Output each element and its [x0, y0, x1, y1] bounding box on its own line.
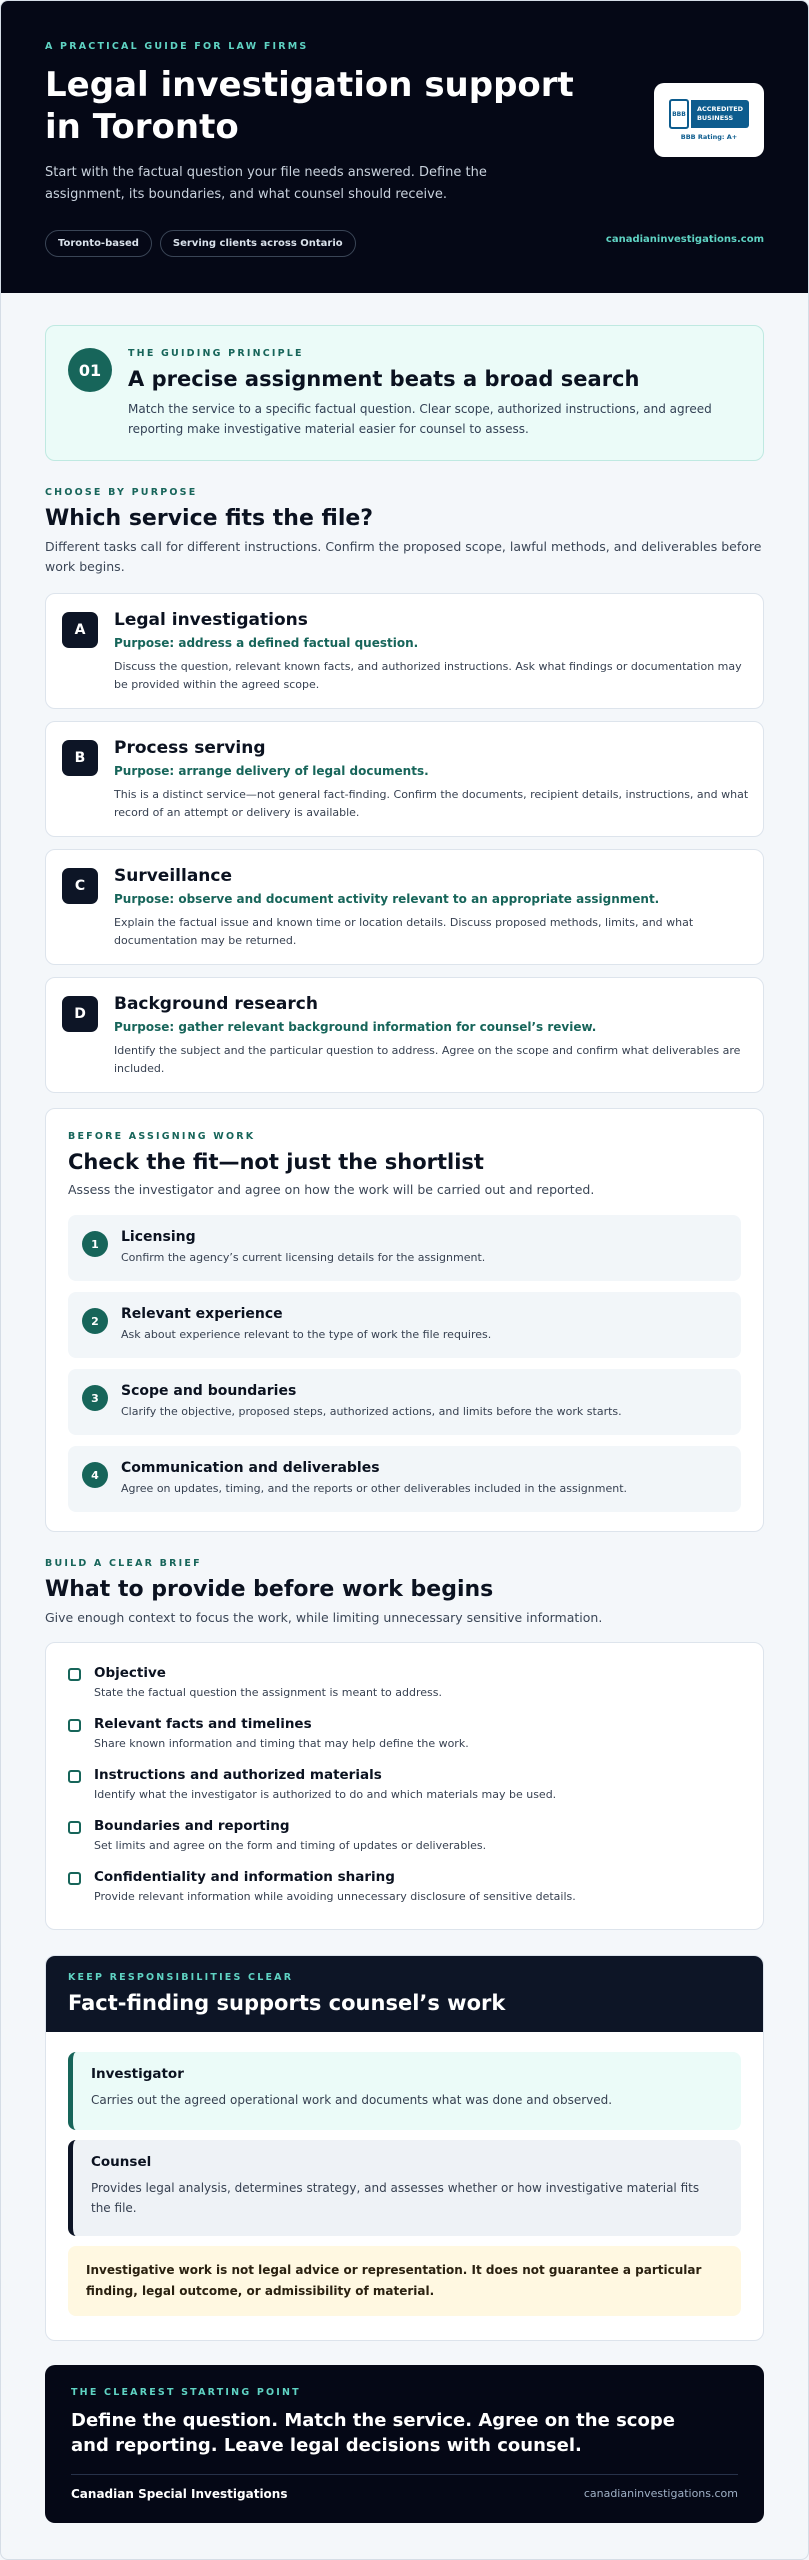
- brief-item-text: Identify what the investigator is authorized to do and which materials may be used.: [94, 1788, 557, 1801]
- chip-location: Toronto-based: [45, 230, 152, 257]
- brief-item-title: Relevant facts and timelines: [94, 1716, 312, 1732]
- fit-eyebrow: BEFORE ASSIGNING WORK: [68, 1131, 256, 1142]
- principle-title: A precise assignment beats a broad search: [128, 367, 640, 391]
- services-intro: Different tasks call for different instructions. Confirm the proposed scope, lawful methods, and deliverables before work begins.: [45, 539, 762, 574]
- fit-checklist-card: [45, 1108, 764, 1532]
- services-title: Which service fits the file?: [45, 506, 374, 531]
- service-purpose: Purpose: gather relevant background information for counsel’s review.: [114, 1020, 597, 1034]
- brief-checklist-card: [45, 1642, 764, 1930]
- chip-service-area: Serving clients across Ontario: [160, 230, 356, 257]
- hero-lead: Start with the factual question your file needs answered. Define the assignment, its boundaries, and what counsel should receive.: [45, 165, 487, 202]
- principle-eyebrow: THE GUIDING PRINCIPLE: [128, 348, 304, 359]
- hero-eyebrow: A PRACTICAL GUIDE FOR LAW FIRMS: [45, 41, 309, 52]
- role-title: Counsel: [91, 2154, 152, 2170]
- service-title: Background research: [114, 994, 318, 1014]
- service-letter: A: [62, 612, 98, 648]
- bbb-accreditation-badge[interactable]: [654, 83, 764, 157]
- fit-item-number: 3: [82, 1385, 108, 1411]
- fit-items: [68, 1215, 741, 1512]
- role-text: Provides legal analysis, determines strategy, and assesses whether or how investigative material fits the file.: [91, 2181, 700, 2215]
- brief-item-facts[interactable]: [68, 1716, 741, 1752]
- checkbox-icon[interactable]: [68, 1872, 81, 1885]
- fit-item-scope: [68, 1369, 741, 1435]
- fit-item-title: Licensing: [121, 1229, 196, 1245]
- brief-item-text: Provide relevant information while avoiding unnecessary disclosure of sensitive details.: [94, 1890, 576, 1903]
- fit-item-number: 1: [82, 1231, 108, 1257]
- fit-item-text: Clarify the objective, proposed steps, authorized actions, and limits before the work starts.: [121, 1405, 622, 1418]
- brief-item-title: Confidentiality and information sharing: [94, 1869, 395, 1885]
- service-description: Identify the subject and the particular question to address. Agree on the scope and confirm what deliverables are included.: [114, 1044, 741, 1075]
- fit-item-communication: [68, 1446, 741, 1512]
- fit-item-title: Relevant experience: [121, 1306, 283, 1322]
- brief-item-title: Instructions and authorized materials: [94, 1767, 382, 1783]
- hero-header: [1, 1, 808, 293]
- service-purpose: Purpose: address a defined factual question.: [114, 636, 419, 650]
- fit-item-experience: [68, 1292, 741, 1358]
- role-title: Investigator: [91, 2066, 184, 2082]
- service-title: Surveillance: [114, 866, 233, 886]
- bbb-line1: ACCREDITED: [696, 105, 744, 113]
- legal-disclaimer-notice: Investigative work is not legal advice or representation. It does not guarantee a particular finding, legal outcome, or admissibility of material.: [68, 2246, 741, 2316]
- brief-intro: Give enough context to focus the work, while limiting unnecessary sensitive information.: [45, 1610, 603, 1625]
- closing-divider: [71, 2474, 738, 2475]
- service-description: Discuss the question, relevant known facts, and authorized instructions. Ask what findings or documentation may be provided within the agreed scope.: [114, 660, 742, 691]
- responsibilities-card: [45, 1955, 764, 2341]
- service-title: Legal investigations: [114, 610, 308, 630]
- service-purpose: Purpose: arrange delivery of legal documents.: [114, 764, 429, 778]
- service-description: Explain the factual issue and known time or location details. Discuss proposed methods, limits, and what documentation may be returned.: [114, 916, 694, 947]
- brief-item-boundaries[interactable]: [68, 1818, 741, 1854]
- services-list: [45, 593, 764, 1093]
- fit-item-number: 2: [82, 1308, 108, 1334]
- bbb-line2: BUSINESS: [696, 114, 734, 122]
- service-letter: D: [62, 996, 98, 1032]
- service-card-surveillance: [45, 849, 764, 965]
- service-title: Process serving: [114, 738, 266, 758]
- brief-item-text: Set limits and agree on the form and timing of updates or deliverables.: [94, 1839, 487, 1852]
- principle-number: 01: [68, 348, 112, 392]
- services-section-header: [45, 487, 764, 577]
- brief-title: What to provide before work begins: [45, 1577, 494, 1602]
- guiding-principle-card: [45, 325, 764, 461]
- service-letter: B: [62, 740, 98, 776]
- fit-item-text: Agree on updates, timing, and the reports or other deliverables included in the assignment.: [121, 1482, 628, 1495]
- bbb-seal-icon: BBB: [669, 99, 689, 129]
- fit-item-title: Scope and boundaries: [121, 1383, 297, 1399]
- service-purpose: Purpose: observe and document activity relevant to an appropriate assignment.: [114, 892, 660, 906]
- fit-item-licensing: [68, 1215, 741, 1281]
- page-title: Legal investigation support in Toronto: [45, 65, 574, 147]
- role-text: Carries out the agreed operational work and documents what was done and observed.: [91, 2093, 613, 2107]
- service-card-background-research: [45, 977, 764, 1093]
- company-name: Canadian Special Investigations: [71, 2487, 288, 2501]
- fit-item-text: Ask about experience relevant to the type of work the file requires.: [121, 1328, 492, 1341]
- role-investigator: [68, 2052, 741, 2130]
- closing-eyebrow: THE CLEAREST STARTING POINT: [71, 2387, 301, 2398]
- brief-item-text: Share known information and timing that may help define the work.: [94, 1737, 469, 1750]
- principle-text: Match the service to a specific factual question. Clear scope, authorized instructions, and agreed reporting make investigative material easier for counsel to assess.: [128, 402, 712, 436]
- brief-section-header: [45, 1558, 764, 1628]
- brief-item-text: State the factual question the assignment is meant to address.: [94, 1686, 442, 1699]
- bbb-accredited-label: [691, 100, 749, 128]
- responsibilities-eyebrow: KEEP RESPONSIBILITIES CLEAR: [68, 1972, 294, 1983]
- brief-item-instructions[interactable]: [68, 1767, 741, 1803]
- fit-title: Check the fit—not just the shortlist: [68, 1150, 484, 1174]
- footer-site-link[interactable]: canadianinvestigations.com: [583, 2487, 738, 2500]
- fit-item-title: Communication and deliverables: [121, 1460, 380, 1476]
- service-description: This is a distinct service—not general fact-finding. Confirm the documents, recipient details, instructions, and what record of an attempt or delivery is available.: [114, 788, 749, 819]
- bbb-rating: BBB Rating: A+: [680, 133, 738, 141]
- checkbox-icon[interactable]: [68, 1770, 81, 1783]
- checkbox-icon[interactable]: [68, 1668, 81, 1681]
- closing-title: Define the question. Match the service. Agree on the scope and reporting. Leave legal decisions with counsel.: [71, 2410, 675, 2456]
- responsibilities-header: [46, 1956, 763, 2032]
- bbb-logo: [669, 99, 749, 129]
- checkbox-icon[interactable]: [68, 1821, 81, 1834]
- service-card-process-serving: [45, 721, 764, 837]
- brief-eyebrow: BUILD A CLEAR BRIEF: [45, 1558, 202, 1569]
- hero-site-link[interactable]: canadianinvestigations.com: [605, 234, 764, 245]
- services-eyebrow: CHOOSE BY PURPOSE: [45, 487, 198, 498]
- responsibilities-title: Fact-finding supports counsel’s work: [68, 1991, 506, 2015]
- brief-item-objective[interactable]: [68, 1665, 741, 1701]
- main-content: [1, 325, 808, 2523]
- fit-intro: Assess the investigator and agree on how the work will be carried out and reported.: [68, 1182, 595, 1197]
- fit-item-number: 4: [82, 1462, 108, 1488]
- service-letter: C: [62, 868, 98, 904]
- role-counsel: [68, 2140, 741, 2236]
- brief-item-confidentiality[interactable]: [68, 1869, 741, 1905]
- brief-item-title: Objective: [94, 1665, 166, 1681]
- closing-card: [45, 2365, 764, 2523]
- brief-item-title: Boundaries and reporting: [94, 1818, 290, 1834]
- checkbox-icon[interactable]: [68, 1719, 81, 1732]
- fit-item-text: Confirm the agency’s current licensing details for the assignment.: [121, 1251, 486, 1264]
- service-card-legal-investigations: [45, 593, 764, 709]
